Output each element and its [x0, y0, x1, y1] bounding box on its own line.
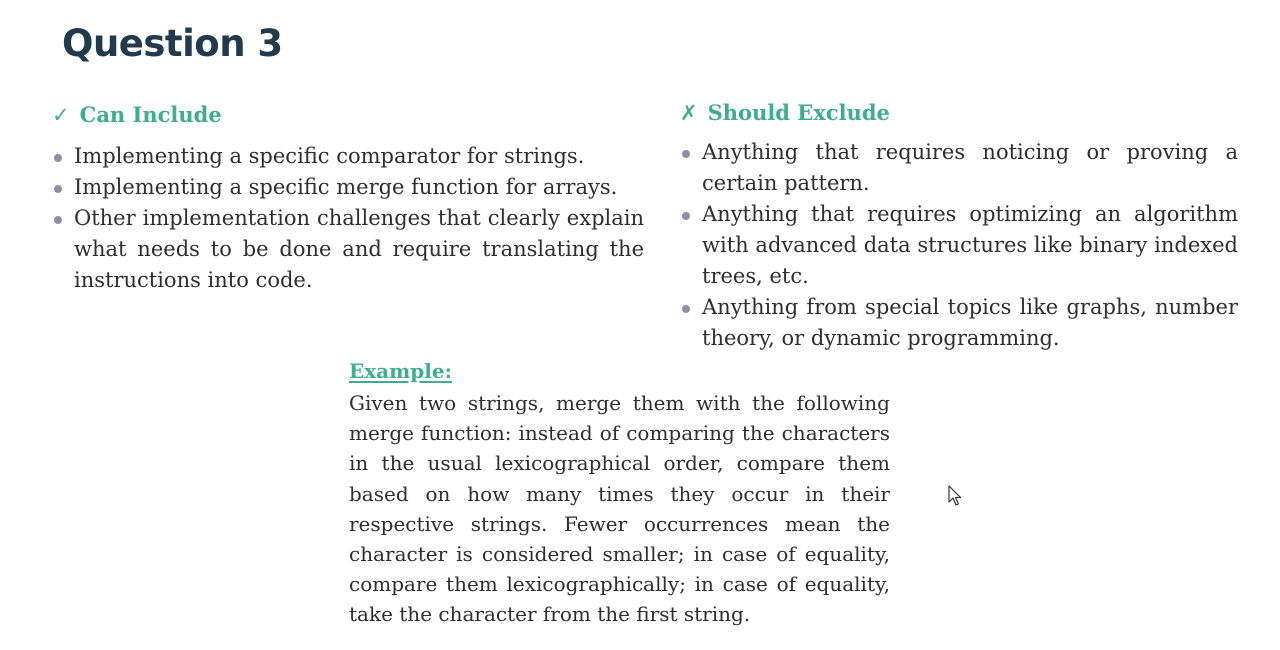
can-include-item — [52, 141, 644, 172]
can-include-item — [52, 172, 644, 203]
should-exclude-heading — [680, 100, 890, 125]
can-include-item — [52, 203, 644, 296]
check-icon: ✓ — [52, 103, 70, 127]
bullet-icon — [54, 185, 62, 193]
example-label: Example: — [349, 359, 452, 383]
bullet-icon — [682, 150, 690, 158]
can-include-heading-text: Can Include — [79, 102, 222, 127]
should-exclude-item-text: Anything from special topics like graphs, number theory, or dynamic programming. — [702, 295, 1238, 350]
cross-icon: ✗ — [680, 101, 698, 125]
should-exclude-item — [680, 137, 1238, 199]
can-include-list — [52, 141, 644, 296]
should-exclude-item — [680, 199, 1238, 292]
should-exclude-item-text: Anything that requires noticing or proving a certain pattern. — [702, 140, 1238, 195]
bullet-icon — [54, 216, 62, 224]
can-include-heading — [52, 102, 222, 127]
should-exclude-item — [680, 292, 1238, 354]
should-exclude-list — [680, 137, 1238, 354]
should-exclude-heading-text: Should Exclude — [707, 100, 890, 125]
should-exclude-item-text: Anything that requires optimizing an algorithm with advanced data structures like binary indexed trees, etc. — [702, 202, 1238, 288]
can-include-item-text: Implementing a specific comparator for strings. — [74, 144, 585, 168]
bullet-icon — [682, 305, 690, 313]
can-include-item-text: Other implementation challenges that clearly explain what needs to be done and require translating the instructions into code. — [74, 206, 644, 292]
mouse-pointer-icon — [948, 485, 962, 507]
example-text: Given two strings, merge them with the following merge function: instead of comparing the characters in the usual lexicographical order, compare them based on how many times they occur in their respective strings. Fewer occurrences mean the character is considered smaller; in case of equality, compare them lexicographically; in case of equality, take the character from the first string. — [349, 391, 890, 627]
slide-title: Question 3 — [62, 22, 283, 65]
can-include-item-text: Implementing a specific merge function for arrays. — [74, 175, 618, 199]
bullet-icon — [682, 212, 690, 220]
bullet-icon — [54, 154, 62, 162]
